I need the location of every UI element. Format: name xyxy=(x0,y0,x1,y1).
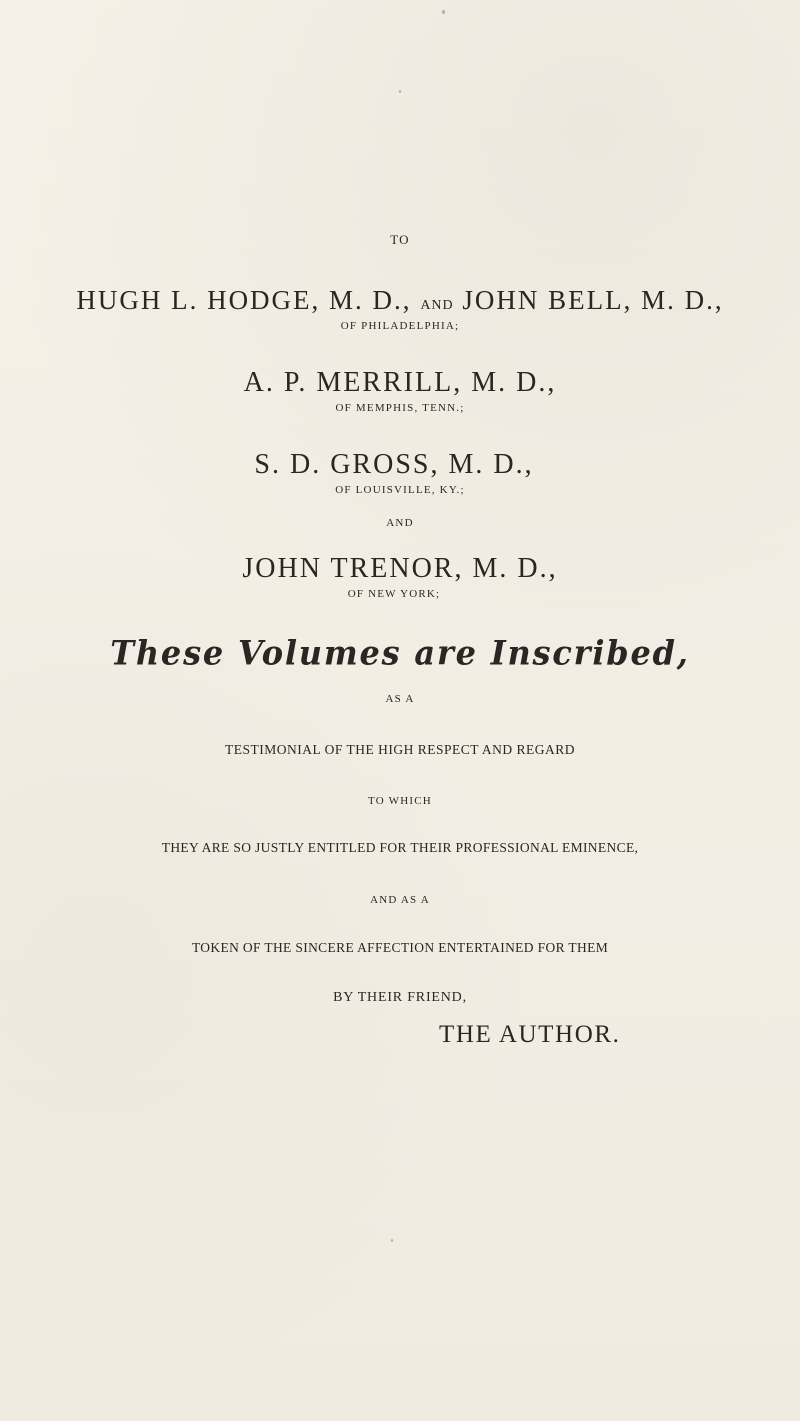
to-which-line: TO WHICH xyxy=(368,795,432,807)
dedicatee-merrill: A. P. MERRILL, M. D., xyxy=(243,367,557,398)
place-memphis: OF MEMPHIS, TENN.; xyxy=(335,402,465,414)
author-signature: THE AUTHOR. xyxy=(439,1021,621,1048)
dedicatee-trenor: JOHN TRENOR, M. D., xyxy=(242,553,558,584)
paper-speck xyxy=(391,1239,393,1242)
dedication-to: TO xyxy=(390,232,410,247)
testimonial-line: TESTIMONIAL OF THE HIGH RESPECT AND REGARD xyxy=(224,742,575,757)
dedicatee-hodge-bell xyxy=(0,287,800,314)
paper-speck xyxy=(399,90,401,93)
and-word: AND xyxy=(420,298,454,313)
dedicatee-name-right: JOHN BELL, M. D., xyxy=(453,285,724,315)
friend-line: BY THEIR FRIEND, xyxy=(333,990,467,1005)
place-louisville: OF LOUISVILLE, KY.; xyxy=(335,484,465,496)
dedicatee-gross: S. D. GROSS, M. D., xyxy=(254,449,534,480)
place-philadelphia: OF PHILADELPHIA; xyxy=(340,320,460,332)
as-a-line: AS A xyxy=(385,693,415,705)
entitled-line: THEY ARE SO JUSTLY ENTITLED FOR THEIR PROFESSIONAL EMINENCE, xyxy=(161,840,639,855)
and-as-a-line: AND AS A xyxy=(370,894,430,906)
token-line: TOKEN OF THE SINCERE AFFECTION ENTERTAINED FOR THEM xyxy=(191,940,609,955)
paper-speck xyxy=(442,10,445,14)
inscription-line: These Volumes are Inscribed, xyxy=(110,632,690,674)
place-new-york: OF NEW YORK; xyxy=(347,588,441,600)
dedicatee-name-left: HUGH L. HODGE, M. D., xyxy=(76,285,421,315)
and-line: AND xyxy=(386,517,414,529)
